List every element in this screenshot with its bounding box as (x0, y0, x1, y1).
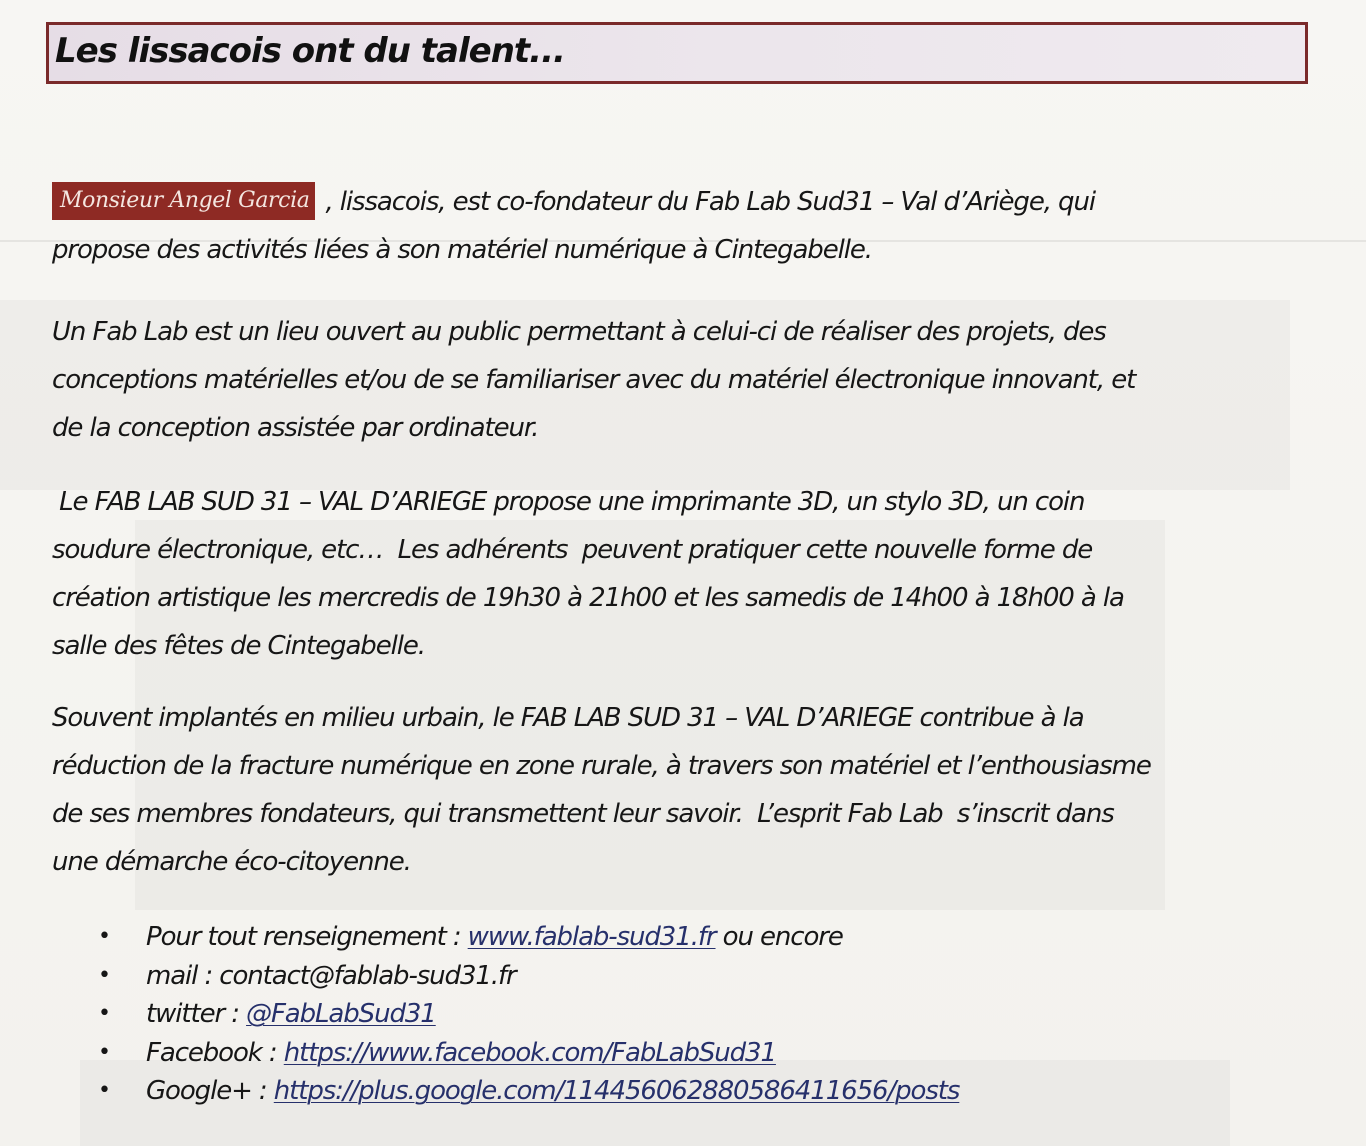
bullet-icon: • (98, 962, 110, 988)
contact-item-twitter (96, 995, 1256, 1034)
website-suffix: ou encore (715, 922, 843, 952)
offer-line: salle des fêtes de Cintegabelle. (52, 631, 425, 661)
website-link[interactable]: www.fablab-sud31.fr (467, 922, 716, 952)
google-label: Google+ : (146, 1076, 274, 1106)
contact-item-mail (96, 957, 1256, 996)
mission-paragraph (52, 694, 1322, 886)
contact-list (96, 918, 1256, 1111)
definition-line: Un Fab Lab est un lieu ouvert au public permettant à celui-ci de réaliser des projets, des (52, 317, 1106, 347)
page-title: Les lissacois ont du talent... (55, 31, 565, 71)
twitter-link[interactable]: @FabLabSud31 (246, 999, 436, 1029)
mission-line: Souvent implantés en milieu urbain, le FAB LAB SUD 31 – VAL D’ARIEGE contribue à la (52, 703, 1084, 733)
twitter-label: twitter : (146, 999, 247, 1029)
offer-line: soudure électronique, etc… Les adhérents peuvent pratiquer cette nouvelle forme de (52, 535, 1093, 565)
contact-item-google (96, 1072, 1256, 1111)
intro-line-2: propose des activités liées à son matériel numérique à Cintegabelle. (52, 235, 872, 265)
contact-item-website (96, 918, 1256, 957)
mission-line: de ses membres fondateurs, qui transmettent leur savoir. L’esprit Fab Lab s’inscrit dans (52, 799, 1114, 829)
mission-line: une démarche éco-citoyenne. (52, 847, 411, 877)
definition-line: conceptions matérielles et/ou de se familiariser avec du matériel électronique innovant, et (52, 365, 1136, 395)
intro-line-1-text: , lissacois, est co-fondateur du Fab Lab Sud31 – Val d’Ariège, qui (325, 187, 1095, 217)
definition-line: de la conception assistée par ordinateur. (52, 413, 539, 443)
intro-line-1 (52, 178, 1322, 226)
offer-paragraph (52, 478, 1322, 670)
bullet-icon: • (98, 1078, 110, 1103)
bullet-icon: • (98, 924, 110, 949)
bullet-icon: • (98, 1001, 110, 1026)
mission-line: réduction de la fracture numérique en zone rurale, à travers son matériel et l’enthousiasme (52, 751, 1151, 781)
website-label: Pour tout renseignement : (146, 922, 468, 952)
facebook-label: Facebook : (146, 1037, 284, 1068)
facebook-link[interactable]: https://www.facebook.com/FabLabSud31 (283, 1037, 776, 1068)
offer-line: création artistique les mercredis de 19h30 à 21h00 et les samedis de 14h00 à 18h00 à la (52, 583, 1124, 613)
name-highlight: Monsieur Angel Garcia (52, 182, 315, 220)
intro-paragraph (52, 178, 1322, 274)
mail-text: mail : contact@fablab-sud31.fr (146, 960, 516, 991)
bullet-icon: • (98, 1039, 110, 1065)
definition-paragraph (52, 308, 1322, 452)
google-link[interactable]: https://plus.google.com/114456062880586411656/posts (273, 1076, 960, 1106)
title-banner (46, 22, 1308, 84)
offer-line: Le FAB LAB SUD 31 – VAL D’ARIEGE propose une imprimante 3D, un stylo 3D, un coin (52, 487, 1085, 517)
contact-item-facebook (96, 1034, 1256, 1073)
